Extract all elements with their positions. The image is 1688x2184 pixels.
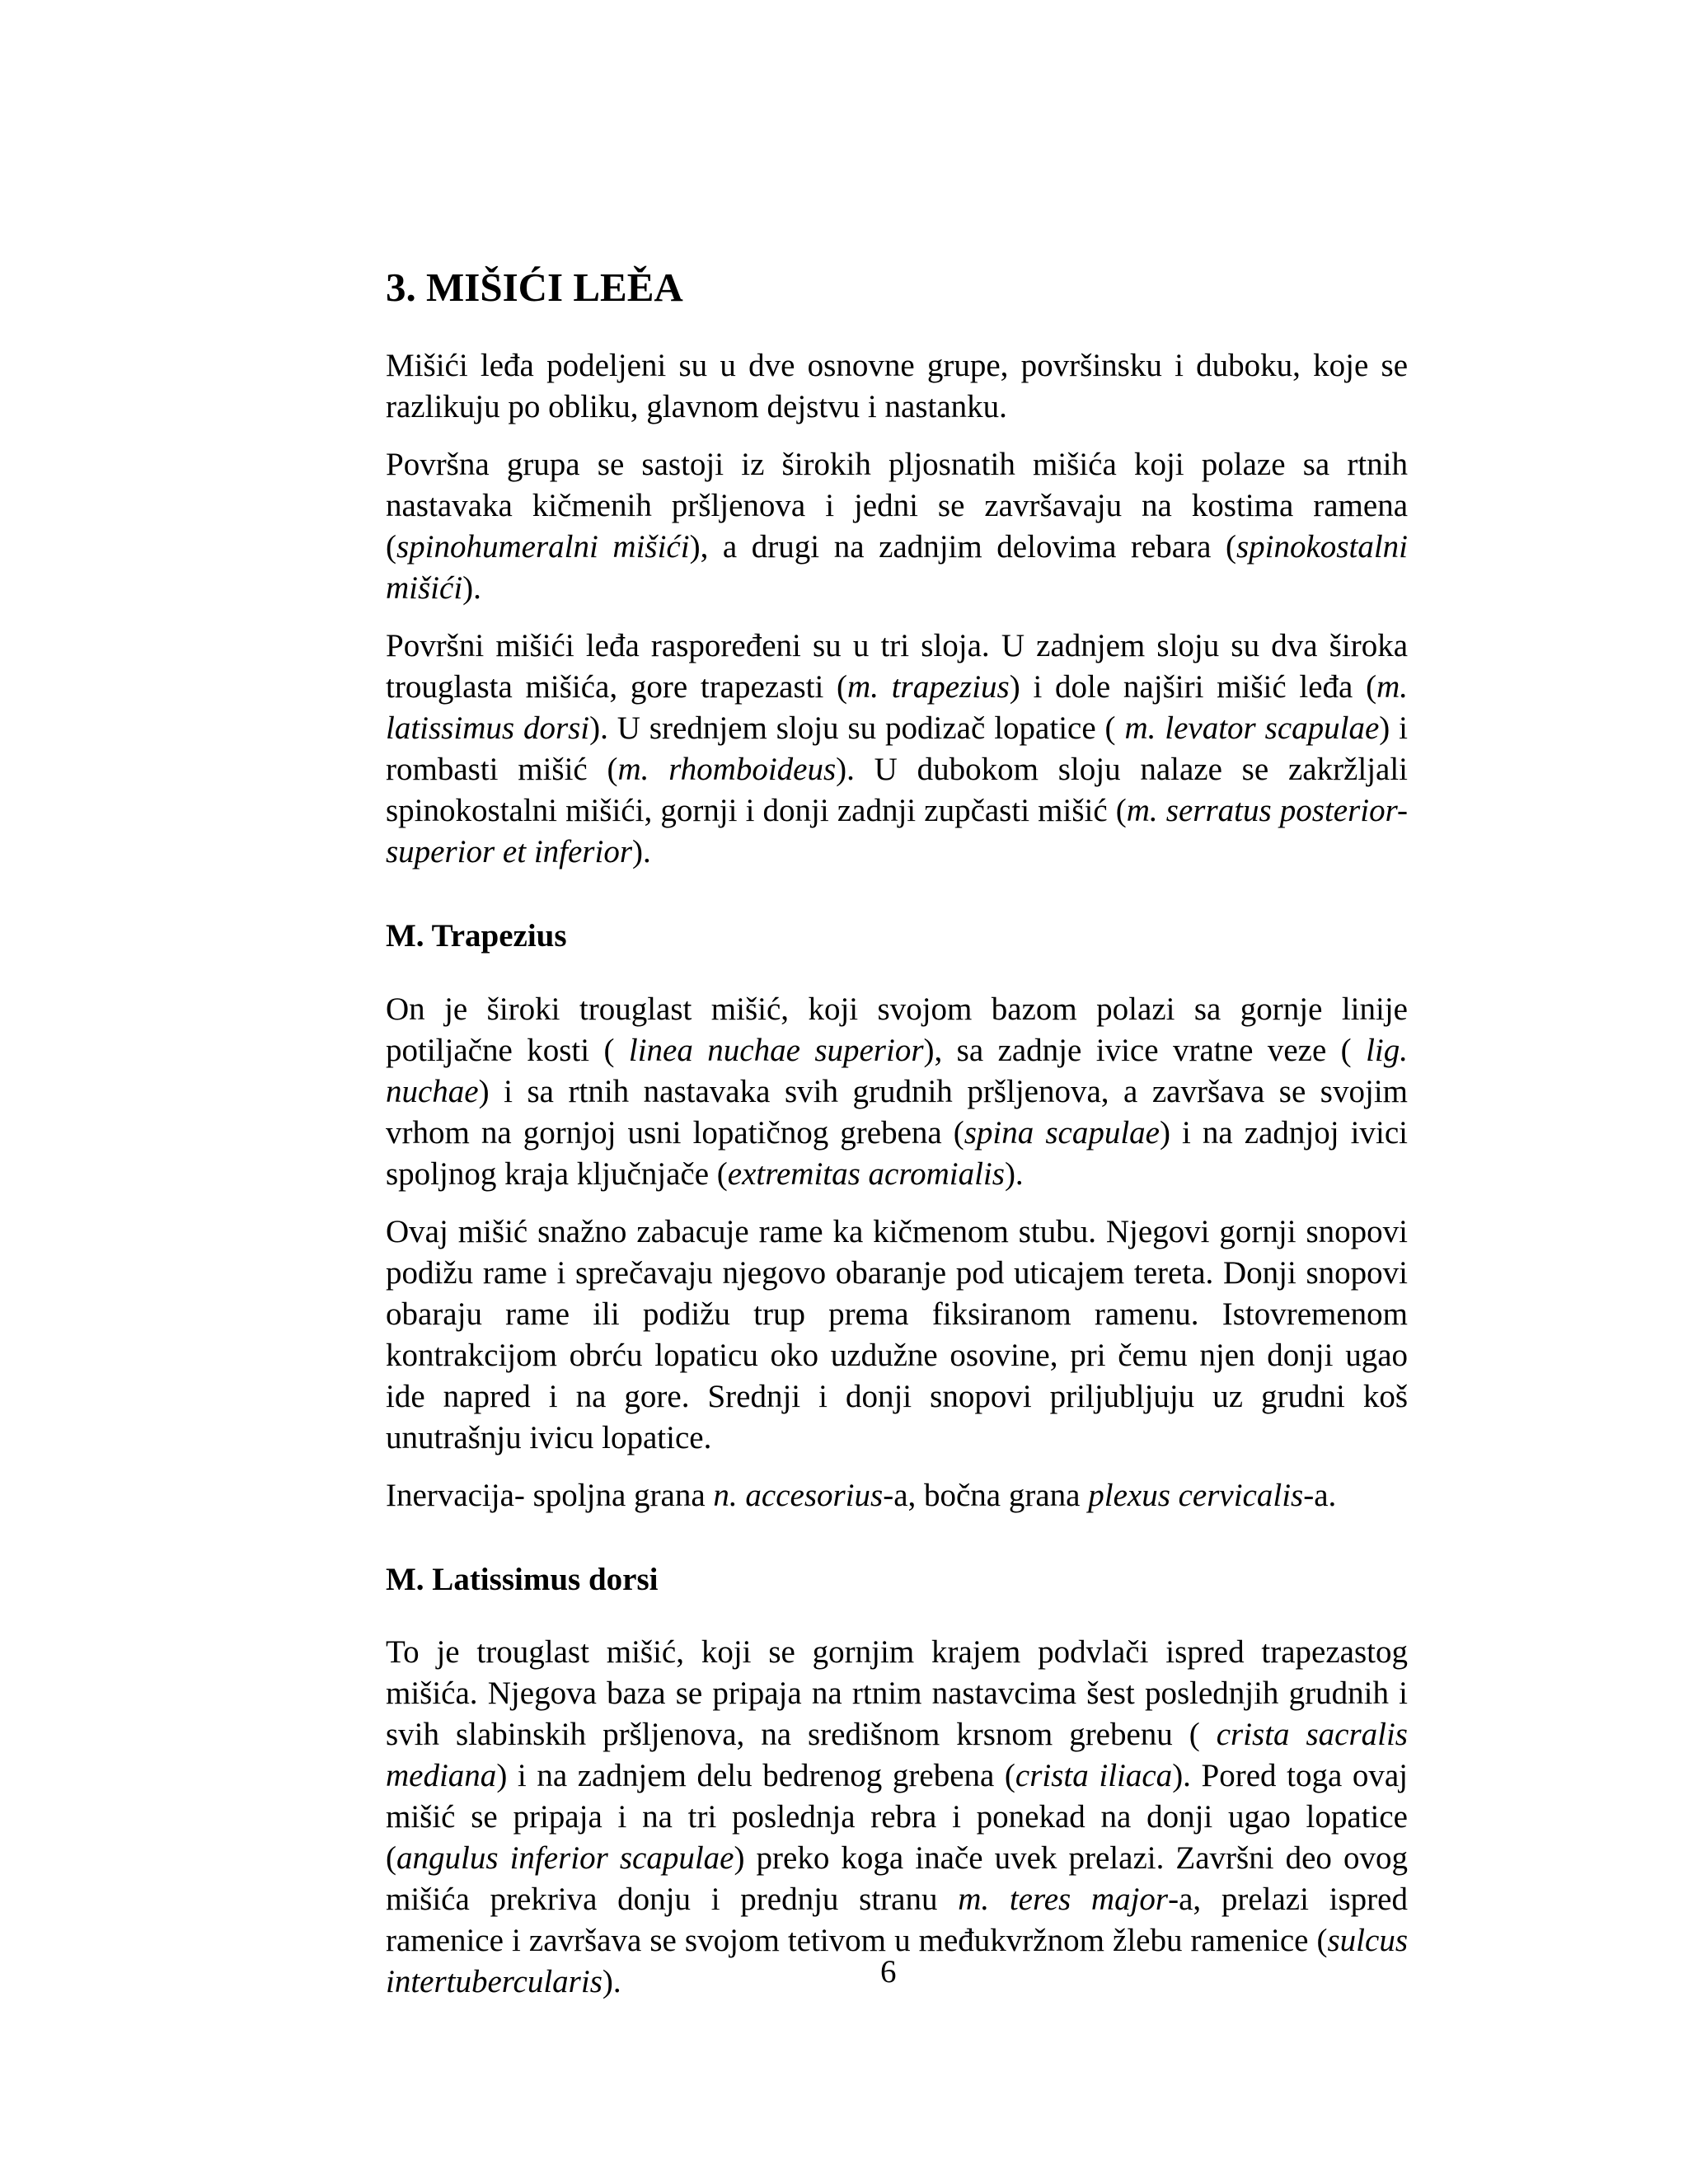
trapezius-paragraph-2: Ovaj mišić snažno zabacuje rame ka kičmenom stubu. Njegovi gornji snopovi podižu rame i sprečavaju njegovo obaranje pod uticajem tereta. Donji snopovi obaraju rame ili podižu trup prema fiksiranom ramenu. Istovremenom kontrakcijom obrću lopaticu oko uzdužne osovine, pri čemu njen donji ugao ide napred i na gore. Srednji i donji snopovi priljubljuju uz grudni koš unutrašnju ivicu lopatice. <box>386 1213 1408 1455</box>
intro-paragraph-2 <box>386 444 1408 609</box>
text-run: Površna grupa se sastoji iz širokih pljosnatih mišića koji polaze sa rtnih nastavaka kičmenih pršljenova i jedni se završavaju na kostima ramena ( <box>386 446 1408 565</box>
text-run: ). <box>1004 1155 1024 1192</box>
text-run: Inervacija- spoljna grana <box>386 1477 714 1513</box>
text-run: To je trouglast mišić, koji se gornjim krajem podvlači ispred trapezastog mišića. Njegova baza se pripaja na rtnim nastavcima šest poslednjih grudnih i svih slabinskih pršljenova, na središnom krsnom grebenu ( <box>386 1634 1408 1753</box>
text-run: ) preko koga inače uvek prelazi. Završni deo ovog mišića prekriva donju i prednju stranu <box>386 1840 1408 1918</box>
trapezius-paragraph-1 <box>386 989 1408 1195</box>
text-run: -a, prelazi ispred ramenice i završava se svojom tetivom u međukvržnom žlebu ramenice ( <box>386 1882 1408 1959</box>
document-page <box>386 247 1408 2019</box>
text-run: ). <box>602 1964 621 2000</box>
latin-term: m. latissimus dorsi <box>386 668 1409 746</box>
section-heading-latissimus: M. Latissimus dorsi <box>386 1561 659 1597</box>
text-run: ) i na zadnjoj ivici spoljnog kraja ključnjače ( <box>386 1114 1408 1192</box>
latin-term: m. teres major <box>958 1882 1169 1918</box>
latin-term: m. serratus posterior- superior et inferior <box>386 792 1408 869</box>
latin-term: spina scapulae <box>964 1114 1160 1151</box>
latin-term: sulcus intertubercularis <box>386 1923 1408 2000</box>
latin-term: m. rhomboideus <box>617 751 837 787</box>
latissimus-paragraph-1 <box>386 1632 1408 2003</box>
latin-term: crista iliaca <box>1015 1758 1173 1794</box>
text-run: ), sa zadnje ivice vratne veze ( <box>923 1032 1367 1068</box>
section-heading-trapezius: M. Trapezius <box>386 917 567 954</box>
text-run: ) i rombasti mišić ( <box>386 710 1409 787</box>
text-run: ). Pored toga ovaj mišić se pripaja i na tri poslednja rebra i ponekad na donji ugao lopatice ( <box>386 1758 1409 1877</box>
latin-term: linea nuchae superior <box>628 1032 924 1068</box>
chapter-title: 3. MIŠIĆI LEĚA <box>386 265 683 310</box>
latin-term: angulus inferior scapulae <box>396 1840 734 1877</box>
text-run: ). U dubokom sloju nalaze se zakržljali spinokostalni mišići, gornji i donji zadnji zupčasti mišić ( <box>386 751 1409 828</box>
text-run: -a. <box>1303 1477 1337 1513</box>
text-run: ) i dole najširi mišić leđa ( <box>1009 668 1377 705</box>
page-number: 6 <box>880 1954 897 1990</box>
text-run: ). <box>632 833 651 869</box>
latin-term: spinokostalni mišići <box>386 528 1408 606</box>
text-run: ). U srednjem sloju su podizač lopatice ( <box>589 710 1125 746</box>
latin-term: m. levator scapulae <box>1124 710 1380 746</box>
trapezius-innervation <box>386 1475 1408 1516</box>
latin-term: m. trapezius <box>847 668 1010 705</box>
latin-term: extremitas acromialis <box>727 1155 1005 1192</box>
latin-term: n. accesorius <box>713 1477 884 1513</box>
text-run: On je široki trouglast mišić, koji svojom bazom polazi sa gornje linije potiljačne kosti ( <box>386 991 1408 1068</box>
latin-term: crista sacralis mediana <box>386 1717 1408 1794</box>
text-run: Površni mišići leđa raspoređeni su u tri sloja. U zadnjem sloju su dva široka trouglasta mišića, gore trapezasti ( <box>386 627 1408 705</box>
latin-term: spinohumeralni mišići <box>396 528 690 565</box>
intro-paragraph-1: Mišići leđa podeljeni su u dve osnovne grupe, površinsku i duboku, koje se razlikuju po obliku, glavnom dejstvu i nastanku. <box>386 347 1408 424</box>
text-run: -a, bočna grana <box>883 1477 1089 1513</box>
text-run: ), a drugi na zadnjim delovima rebara ( <box>689 528 1236 565</box>
intro-paragraph-3 <box>386 626 1408 873</box>
text-run: ) i na zadnjem delu bedrenog grebena ( <box>496 1758 1015 1794</box>
text-run: ). <box>462 569 481 606</box>
latin-term: plexus cervicalis <box>1088 1477 1304 1513</box>
text-run: ) i sa rtnih nastavaka svih grudnih pršljenova, a završava se svojim vrhom na gornjoj usni lopatičnog grebena ( <box>386 1073 1408 1151</box>
latin-term: lig. nuchae <box>386 1032 1408 1109</box>
